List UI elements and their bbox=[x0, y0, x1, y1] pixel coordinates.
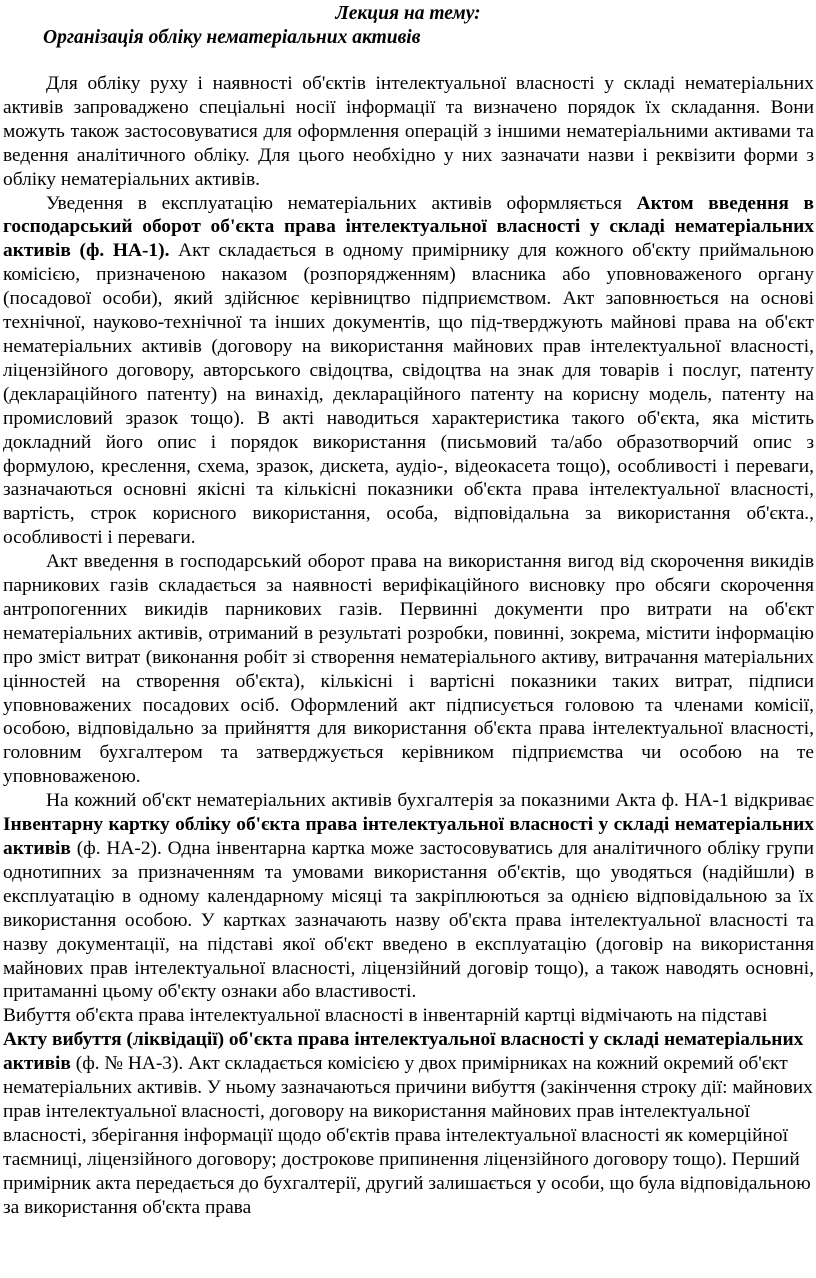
paragraph-act-na1 bbox=[3, 192, 814, 551]
lecture-title: Лекция на тему: bbox=[335, 3, 481, 24]
form-na1-name: Актом введення в господарський оборот об'єкта права інтелектуальної власності у складі нематеріальних активів (ф. НА-1). bbox=[3, 192, 814, 262]
paragraph-inventory-card bbox=[3, 789, 814, 1004]
paragraph-act-na1-lead: Уведення в експлуатацію нематеріальних активів оформляється bbox=[46, 192, 637, 214]
paragraph-disposal-lead: Вибуття об'єкта права інтелектуальної власності в інвентарній картці відмічають на підставі bbox=[3, 1005, 768, 1027]
paragraph-act-na1-rest: Акт складається в одному примірнику для кожного об'єкту приймальною комісією, призначеною наказом (розпорядженням) власника або уповноваженого органу (посадової особи), який здійснює керівництво підприємством. Акт заповнюється на основі технічної, науково-технічної та інших документів, що під-тверджують майнові права на об'єкт нематеріальних активів (договору на використання майнових прав інтелектуальної власності, ліцензійного договору, авторського свідоцтва, свідоцтва на знак для товарів і послуг, патенту (деклараційного патенту) на винахід, деклараційного патенту на корисну модель, патенту на промисловий зразок тощо). В акті наводиться характеристика такого об'єкта, яка містить докладний його опис і порядок використання (письмовий та/або образотворчий опис з формулою, креслення, схема, зразок, дискета, аудіо-, відеокасета тощо), особливості і переваги, зазначаються основні якісні та кількісні показники об'єкта права інтелектуальної власності, вартість, строк корисного використання, особа, відповідальна за використання об'єкта., особливості і переваги. bbox=[3, 240, 814, 549]
form-na2-name: Інвентарну картку обліку об'єкта права інтелектуальної власності у складі нематеріальних активів bbox=[3, 814, 814, 859]
paragraph-emissions-act: Акт введення в господарський оборот права на використання вигод від скорочення викидів парникових газів складається за наявності верифікаційного висновку про обсяги скорочення антропогенних викидів парникових газів. Первинні документи про витрати на об'єкт нематеріальних активів, отриманий в результаті розробки, повинні, зокрема, містити інформацію про зміст витрат (виконання робіт зі створення нематеріального активу, витрачання матеріальних цінностей на створення об'єкта), кількісні і вартісні показники таких витрат, підписи уповноважених посадових осіб. Оформлений акт підписується головою та членами комісії, особою, відповідально за прийняття для використання об'єкта права інтелектуальної власності, головним бухгалтером та затверджується керівником підприємства чи особою на те уповноваженою. bbox=[3, 551, 814, 788]
paragraph-disposal bbox=[3, 1004, 814, 1219]
document-header bbox=[0, 3, 816, 51]
document-body bbox=[3, 72, 814, 1220]
paragraph-inventory-card-rest: (ф. НА-2). Одна інвентарна картка може застосовуватись для аналітичного обліку групи однотипних за призначенням та умовами використання об'єктів, що уводяться (надійшли) в експлуатацію в одному календарному місяці та закріплюються за однією відповідальною за їх використання особою. У картках зазначають назву об'єкта права інтелектуальної власності та назву документації, на підставі якої об'єкт введено в експлуатацію (договір на використання майнових прав інтелектуальної власності, ліцензійний договір тощо), а також наводять основні, притаманні цьому об'єкту ознаки або властивості. bbox=[3, 838, 814, 1003]
paragraph-inventory-card-lead: На кожний об'єкт нематеріальних активів бухгалтерія за показними Акта ф. НА-1 відкриває bbox=[46, 790, 814, 812]
form-na3-name: Акту вибуття (ліквідації) об'єкта права інтелектуальної власності у складі нематеріальних активів bbox=[3, 1029, 804, 1075]
paragraph-intro: Для обліку руху і наявності об'єктів інтелектуальної власності у складі нематеріальних активів запроваджено спеціальні носії інформації та визначено порядок їх складання. Вони можуть також застосовуватися для оформлення операцій з іншими нематеріальними активами та ведення аналітичного обліку. Для цього необхідно у них зазначати назви і реквізити форми з обліку нематеріальних активів. bbox=[3, 73, 814, 190]
lecture-topic: Організація обліку нематеріальних активів bbox=[43, 27, 421, 48]
paragraph-disposal-rest: (ф. № НА-3). Акт складається комісією у двох примірниках на кожний окремий об'єкт нематеріальних активів. У ньому зазначаються причини вибуття (закінчення строку дії: майнових прав інтелектуальної власності, договору на використання майнових прав інтелектуальної власності, зберігання інформації щодо об'єктів права інтелектуальної власності як комерційної таємниці, ліцензійного договору; дострокове припинення ліцензійного договору тощо). Перший примірник акта передається до бухгалтерії, другий залишається у особи, що була відповідальною за використання об'єкта права bbox=[3, 1053, 813, 1218]
